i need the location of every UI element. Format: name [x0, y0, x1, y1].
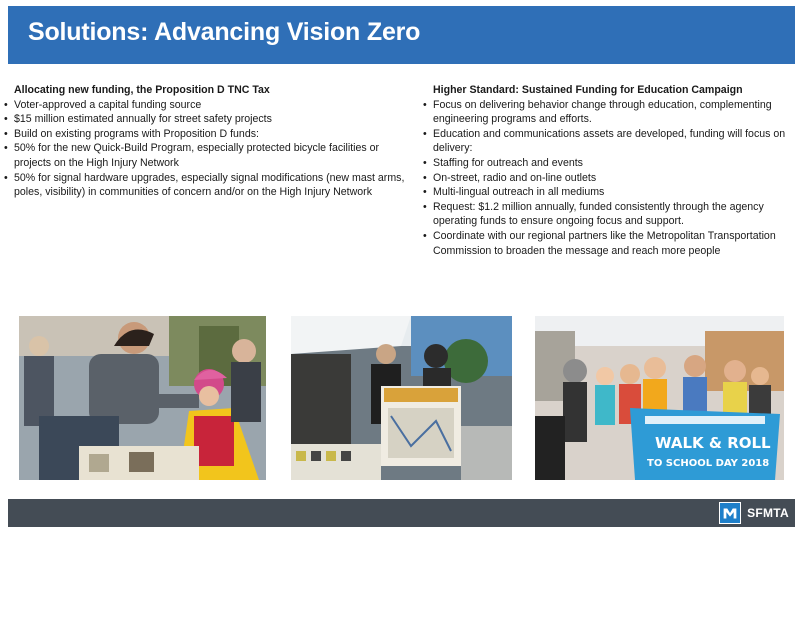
- title-bar: [8, 6, 795, 64]
- photo-helmet-fitting-image: [19, 316, 266, 480]
- sub-list-item: • On-street, radio and on-line outlets: [433, 171, 793, 186]
- sfmta-logo-icon: [719, 502, 741, 524]
- list-item: [14, 127, 409, 200]
- left-heading: Allocating new funding, the Proposition D TNC Tax: [14, 84, 270, 96]
- list-item-text: Education and communications assets are developed, funding will focus on delivery:: [433, 127, 786, 155]
- right-bullet-list: [433, 98, 793, 259]
- photo-walk-roll-banner-image: [535, 316, 784, 480]
- sub-list-item: • Multi-lingual outreach in all mediums: [433, 185, 793, 200]
- banner-text-line1: WALK & ROLL: [655, 434, 771, 452]
- photo-helmet-fitting: [19, 316, 266, 480]
- banner-text-line2: TO SCHOOL DAY 2018: [647, 458, 770, 469]
- sub-list-item: • Staffing for outreach and events: [433, 156, 793, 171]
- left-sub-list: [14, 141, 409, 199]
- list-item: • Coordinate with our regional partners like the Metropolitan Transportation Commission to broaden the message and reach more people: [433, 229, 793, 258]
- sfmta-logo-text: SFMTA: [747, 506, 789, 520]
- right-column: [433, 83, 793, 258]
- left-column: [14, 83, 409, 200]
- list-item: • Request: $1.2 million annually, funded consistently through the agency operating funds to ensure ongoing focus and support.: [433, 200, 793, 229]
- photo-walk-roll-banner: [535, 316, 784, 480]
- right-heading: Higher Standard: Sustained Funding for Education Campaign: [433, 84, 743, 96]
- footer-bar: [8, 499, 795, 527]
- list-item: [433, 127, 793, 200]
- photo-outreach-booth-image: [291, 316, 512, 480]
- list-item: • Focus on delivering behavior change through education, complementing engineering programs and efforts.: [433, 98, 793, 127]
- list-item-text: Build on existing programs with Proposition D funds:: [14, 127, 259, 140]
- photo-outreach-booth: [291, 316, 512, 480]
- sub-list-item: • 50% for signal hardware upgrades, especially signal modifications (new mast arms, poles, visibility) in communities of concern and/or on the High Injury Network: [14, 171, 409, 200]
- sfmta-logo: [709, 502, 789, 524]
- right-sub-list: [433, 156, 793, 200]
- left-bullet-list: [14, 98, 409, 200]
- sub-list-item: • 50% for the new Quick-Build Program, especially protected bicycle facilities or projects on the High Injury Network: [14, 141, 409, 170]
- list-item: • $15 million estimated annually for street safety projects: [14, 112, 409, 127]
- list-item: • Voter-approved a capital funding source: [14, 98, 409, 113]
- slide-title: Solutions: Advancing Vision Zero: [28, 18, 421, 46]
